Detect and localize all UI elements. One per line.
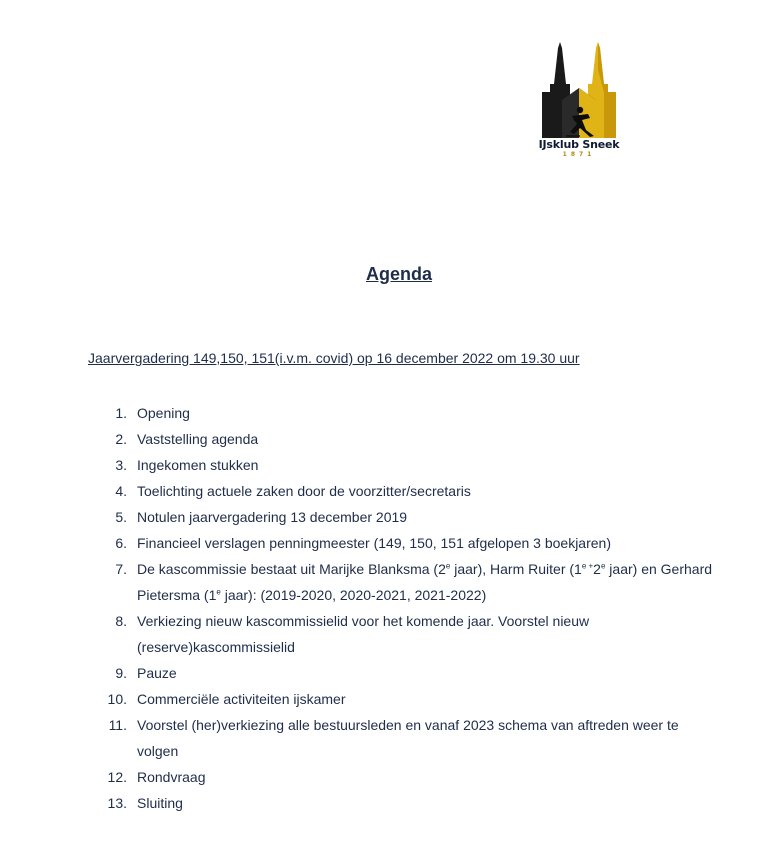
agenda-item [0, 530, 717, 556]
ordinal-suffix: e [445, 561, 451, 571]
agenda-item [0, 764, 717, 790]
logo-text: IJsklub Sneek [538, 138, 620, 151]
item-number: 8. [115, 613, 127, 629]
agenda-item [0, 790, 717, 816]
item-number: 5. [115, 509, 127, 525]
agenda-list [0, 400, 717, 816]
page-title: Agenda [365, 264, 432, 284]
item-text-part: 2 [593, 561, 601, 577]
ordinal-suffix: e + [581, 561, 594, 571]
agenda-item [0, 712, 717, 764]
item-number: 2. [115, 431, 127, 447]
agenda-item [0, 504, 717, 530]
item-text: Pauze [137, 665, 177, 681]
item-number: 4. [115, 483, 127, 499]
item-number: 1. [115, 405, 127, 421]
agenda-item [0, 660, 717, 686]
item-number: 11. [108, 717, 127, 733]
item-text: Sluiting [137, 795, 183, 811]
item-number: 6. [115, 535, 127, 551]
item-text: Verkiezing nieuw kascommissielid voor het komende jaar. Voorstel nieuw (reserve)kascommissielid [137, 613, 590, 655]
item-number: 13. [107, 795, 127, 811]
item-text: Commerciële activiteiten ijskamer [137, 691, 346, 707]
agenda-item [0, 686, 717, 712]
item-text-part: jaar): (2019-2020, 2020-2021, 2021-2022) [220, 587, 487, 603]
item-text: Rondvraag [137, 769, 206, 785]
agenda-item [0, 608, 717, 660]
church-towers-skater-icon [532, 40, 626, 138]
item-text: Financieel verslagen penningmeester (149, 150, 151 afgelopen 3 boekjaren) [137, 535, 611, 551]
item-text: Voorstel (her)verkiezing alle bestuursleden en vanaf 2023 schema van aftreden weer te volgen [137, 717, 679, 759]
agenda-item [0, 452, 717, 478]
item-number: 7. [115, 561, 127, 577]
item-text: Ingekomen stukken [137, 457, 259, 473]
club-logo [532, 40, 626, 156]
item-text: Toelichting actuele zaken door de voorzitter/secretaris [137, 483, 471, 499]
item-number: 12. [107, 769, 127, 785]
ordinal-suffix: e [600, 561, 606, 571]
item-text-part: jaar) en Gerhard Pietersma (1 [137, 561, 713, 603]
item-text: Opening [137, 405, 190, 421]
agenda-item [0, 400, 717, 426]
meeting-subtitle: Jaarvergadering 149,150, 151(i.v.m. covid) op 16 december 2022 om 19.30 uur [88, 350, 580, 366]
item-text [137, 556, 717, 608]
item-number: 9. [115, 665, 127, 681]
item-text: Vaststelling agenda [137, 431, 259, 447]
item-number: 10. [107, 691, 127, 707]
agenda-item [0, 478, 717, 504]
item-text-part: jaar), Harm Ruiter (1 [450, 561, 582, 577]
logo-year: 1871 [562, 151, 596, 158]
item-text: Notulen jaarvergadering 13 december 2019 [137, 509, 408, 525]
agenda-item [0, 426, 717, 452]
ordinal-suffix: e [216, 587, 221, 597]
agenda-item [0, 556, 717, 608]
item-number: 3. [115, 457, 127, 473]
item-text-part: De kascommissie bestaat uit Marijke Blanksma (2 [137, 561, 446, 577]
